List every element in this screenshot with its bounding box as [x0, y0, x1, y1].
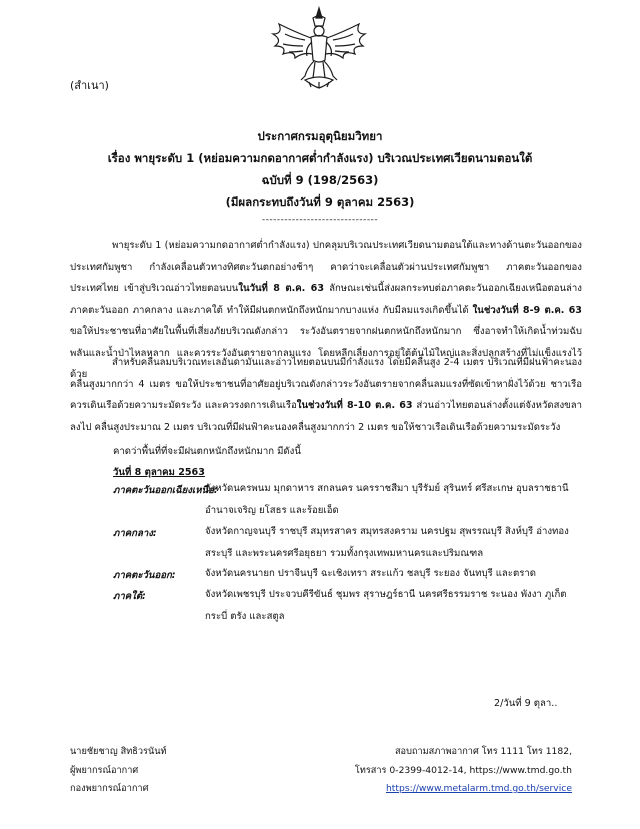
para1-date-2: ในช่วงวันที่ 8-9 ต.ค. 63	[472, 304, 582, 316]
region-text-east: จังหวัดนครนายก ปราจีนบุรี ฉะเชิงเทรา สระแก้ว ชลบุรี ระยอง จันทบุรี และตราด	[205, 568, 536, 579]
announcement-subject: เรื่อง พายุระดับ 1 (หย่อมความกดอากาศต่ำกำลังแรง) บริเวณประเทศเวียดนามตอนใต้	[107, 151, 533, 165]
footer-division: กองพยากรณ์อากาศ	[70, 783, 149, 794]
para1-part-c: ลักษณะเช่นนี้ส่งผลกระทบต่อภาคตะวันออกเฉียงเหนือตอนล่าง ภาคตะวันออก ภาคกลาง และภาคใต้ ทำให้มีฝนตกหนักถึงหนักมากบางแห่ง กับมีลมแรงเกิดขึ้นได้	[70, 283, 582, 316]
region-label-south: ภาคใต้:	[113, 591, 146, 602]
garuda-emblem	[265, 4, 373, 90]
region-label-northeast: ภาคตะวันออกเฉียงเหนือ:	[113, 485, 218, 496]
continuation-note: 2/วันที่ 9 ตุลา..	[494, 698, 558, 709]
footer-phone: สอบถามสภาพอากาศ โทร 1111 โทร 1182,	[394, 746, 572, 757]
forecast-date: วันที่ 8 ตุลาคม 2563	[113, 467, 205, 478]
region-label-central: ภาคกลาง:	[113, 528, 157, 539]
para2-date: ในช่วงวันที่ 8-10 ต.ค. 63	[296, 400, 413, 411]
copy-label: (สำเนา)	[70, 79, 109, 92]
forecast-note: คาดว่าพื้นที่ที่จะมีฝนตกหนักถึงหนักมาก มีดังนี้	[113, 446, 301, 457]
paragraph-waves	[70, 352, 582, 438]
issue-number: ฉบับที่ 9 (198/2563)	[261, 173, 379, 187]
announcement-title: ประกาศกรมอุตุนิยมวิทยา	[257, 129, 383, 143]
footer-position: ผู้พยากรณ์อากาศ	[70, 764, 139, 776]
region-text-south: จังหวัดเพชรบุรี ประจวบคีรีขันธ์ ชุมพร สุราษฎร์ธานี นครศรีธรรมราช ระนอง พังงา ภูเก็ต กระบี่ ตรัง และสตูล	[205, 589, 567, 622]
region-label-east: ภาคตะวันออก:	[113, 570, 176, 581]
para1-date-1: ในวันที่ 8 ต.ค. 63	[238, 283, 325, 294]
para1-part-a: พายุระดับ 1 (หย่อมความกดอากาศต่ำกำลังแรง) ปกคลุมบริเวณประเทศเวียดนามตอนใต้และทางด้านตะวันออกของประเทศกัมพูชา กำลังเคลื่อนตัวทางทิศตะวันตกอย่างช้าๆ คาดว่าจะเคลื่อนตัวผ่านประเทศกัมพูชา ภาคตะวันออกของประเทศไทย เข้าสู่บริเวณอ่าวไทยตอนบน	[70, 240, 582, 294]
footer-service-link[interactable]: https://www.metalarm.tmd.go.th/service	[385, 783, 572, 794]
footer-name: นายชัยชาญ สิทธิวรนันท์	[70, 746, 167, 757]
footer-contact	[340, 743, 572, 799]
footer-fax-website: โทรสาร 0-2399-4012-14, https://www.tmd.go.th	[354, 764, 572, 776]
region-text-northeast: จังหวัดนครพนม มุกดาหาร สกลนคร นครราชสีมา บุรีรัมย์ สุรินทร์ ศรีสะเกษ อุบลราชธานี อำนาจเจริญ ยโสธร และร้อยเอ็ด	[205, 483, 569, 516]
region-text-central: จังหวัดกาญจนบุรี ราชบุรี สมุทรสาคร สมุทรสงคราม นครปฐม สุพรรณบุรี สิงห์บุรี อ่างทอง สระบุรี และพระนครศรีอยุธยา รวมทั้งกรุงเทพมหานครและปริมณฑล	[205, 526, 569, 559]
para2-part-a: สำหรับคลื่นลมบริเวณทะเลอันดามันและอ่าวไทยตอนบนมีกำลังแรง โดยมีคลื่นสูง 2-4 เมตร บริเวณที่มีฝนฟ้าคะนอง คลื่นสูงมากกว่า 4 เมตร ขอให้ประชาชนที่อาศัยอยู่บริเวณดังกล่าวระวังอันตรายจากคลื่นลมแรงที่ซัดเข้าหาฝั่งไว้ด้วย ชาวเรือควรเดินเรือด้วยความระมัดระวัง และควรงดการเดินเรือ	[70, 357, 582, 411]
para1-part-e: ขอให้ประชาชนที่อาศัยในพื้นที่เสี่ยงภัยบริเวณดังกล่าว ระวังอันตรายจากฝนตกหนักถึงหนักมาก ซึ่งอาจทำให้เกิดน้ำท่วมฉับพลันและน้ำป่าไหลหลาก และควรระวังอันตรายจากลมแรง โดยหลีกเลี่ยงการอยู่ใต้ต้นไม้ใหญ่และสิ่งปลูกสร้างที่ไม่แข็งแรงไว้ด้วย	[70, 326, 582, 380]
effective-date: (มีผลกระทบถึงวันที่ 9 ตุลาคม 2563)	[225, 195, 415, 209]
header-divider: -------------------------------	[261, 215, 379, 225]
para2-part-c: ส่วนอ่าวไทยตอนล่างตั้งแต่จังหวัดสงขลาลงไป คลื่นสูงประมาณ 2 เมตร บริเวณที่มีฝนฟ้าคะนองคลื่นสูงมากกว่า 2 เมตร ขอให้ชาวเรือเดินเรือด้วยความระมัดระวัง	[70, 400, 582, 433]
footer-signatory	[70, 743, 167, 799]
